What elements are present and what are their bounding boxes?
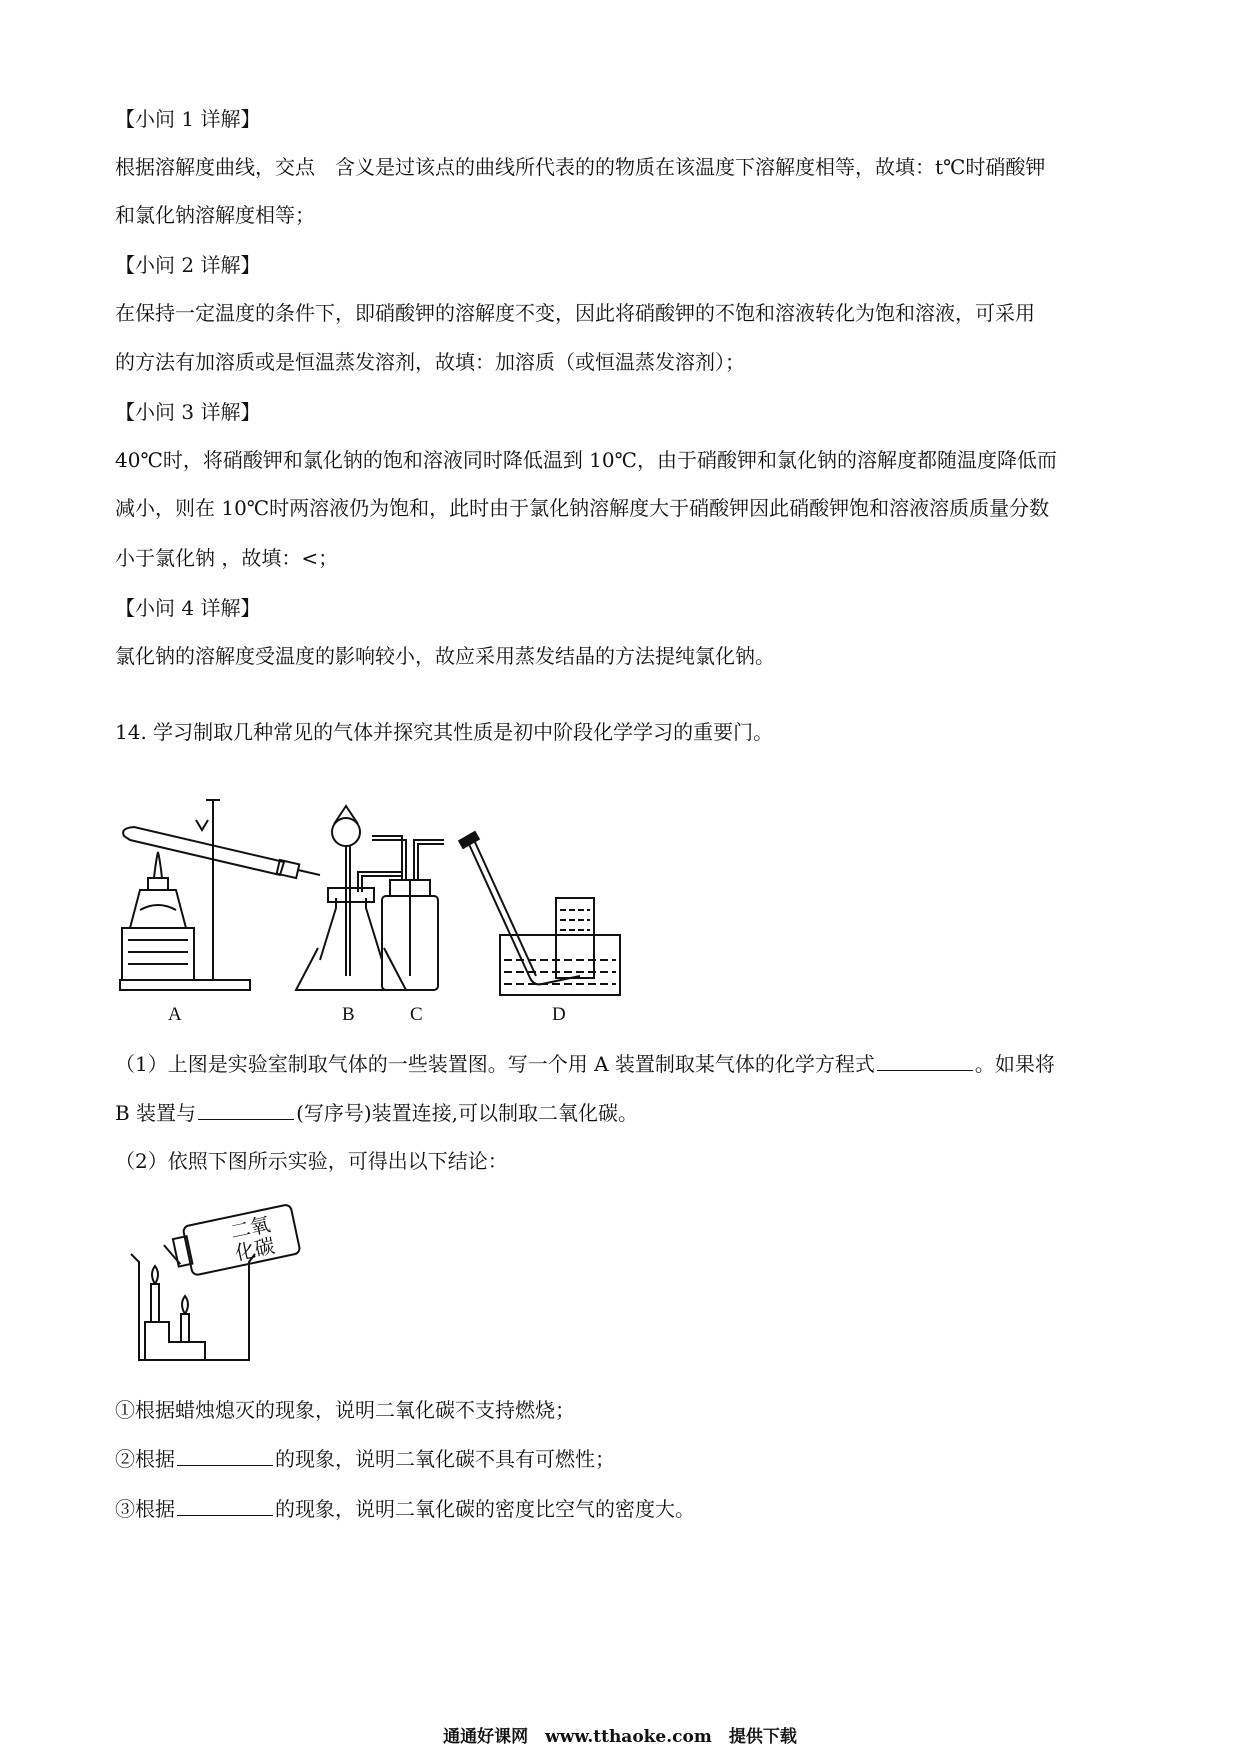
part2-text: （2）依照下图所示实验，可得出以下结论： — [115, 1149, 508, 1173]
part1-text-c: B 装置与 — [115, 1101, 197, 1125]
apparatus-c — [372, 836, 444, 1008]
apparatus-label-d: D — [552, 1004, 566, 1025]
conclusion-2-text-a: ②根据 — [115, 1447, 175, 1471]
answer-blank-conclusion-3[interactable] — [177, 1497, 273, 1516]
part1-line1 — [115, 1049, 1125, 1079]
conclusion-1: ①根据蜡烛熄灭的现象，说明二氧化碳不支持燃烧； — [115, 1398, 575, 1422]
conclusion-3-text-b: 的现象，说明二氧化碳的密度比空气的密度大。 — [275, 1497, 695, 1521]
subq2-text-line2: 的方法有加溶质或是恒温蒸发溶剂，故填：加溶质（或恒温蒸发溶剂）； — [115, 350, 745, 374]
subq2-text-line1: 在保持一定温度的条件下，即硝酸钾的溶解度不变，因此将硝酸钾的不饱和溶液转化为饱和溶液，可采用 — [115, 301, 1035, 325]
apparatus-label-b: B — [342, 1004, 355, 1025]
subq1-text-line2: 和氯化钠溶解度相等； — [115, 203, 315, 227]
answer-blank-equation[interactable] — [877, 1052, 973, 1071]
apparatus-label-a: A — [168, 1004, 182, 1025]
subq4-text: 氯化钠的溶解度受温度的影响较小，故应采用蒸发结晶的方法提纯氯化钠。 — [115, 644, 775, 668]
apparatus-a — [120, 800, 320, 990]
co2-candle-figure — [125, 1192, 325, 1367]
apparatus-label-c: C — [410, 1004, 423, 1025]
subq4-heading: 【小问 4 详解】 — [115, 596, 261, 620]
apparatus-d — [459, 832, 620, 995]
subq3-text-line1: 40℃时，将硝酸钾和氯化钠的饱和溶液同时降低温到 10℃，由于硝酸钾和氯化钠的溶解度都随温度降低而 — [115, 448, 1058, 472]
page-footer: 通通好课网 www.tthaoke.com 提供下载 — [443, 1727, 797, 1747]
subq1-heading: 【小问 1 详解】 — [115, 107, 261, 131]
conclusion-2 — [115, 1444, 1125, 1474]
subq3-text-line2: 减小，则在 10℃时两溶液仍为饱和，此时由于氯化钠溶解度大于硝酸钾因此硝酸钾饱和溶液溶质质量分数 — [115, 496, 1050, 520]
subq1-text-line1: 根据溶解度曲线，交点 含义是过该点的曲线所代表的的物质在该温度下溶解度相等，故填：t℃时硝酸钾 — [115, 155, 1046, 179]
bottle-label-line1: 二氧 — [228, 1211, 273, 1244]
conclusion-3 — [115, 1494, 1125, 1524]
part1-text-d: (写序号)装置连接,可以制取二氧化碳。 — [296, 1101, 639, 1125]
part1-text-a: （1）上图是实验室制取气体的一些装置图。写一个用 A 装置制取某气体的化学方程式 — [115, 1052, 875, 1076]
bottle-label-line2: 化碳 — [232, 1233, 277, 1266]
apparatus-b — [296, 806, 406, 990]
apparatus-figure — [110, 780, 700, 1030]
subq3-text-line3: 小于氯化钠 ，故填：<； — [115, 546, 339, 570]
conclusion-2-text-b: 的现象，说明二氧化碳不具有可燃性； — [275, 1447, 615, 1471]
part1-text-b: 。如果将 — [974, 1052, 1055, 1076]
conclusion-3-text-a: ③根据 — [115, 1497, 175, 1521]
subq2-heading: 【小问 2 详解】 — [115, 253, 261, 277]
part1-line2 — [115, 1098, 1125, 1128]
question-14-stem: 14. 学习制取几种常见的气体并探究其性质是初中阶段化学学习的重要门。 — [115, 720, 774, 744]
answer-blank-device[interactable] — [198, 1101, 294, 1120]
subq3-heading: 【小问 3 详解】 — [115, 400, 261, 424]
answer-blank-conclusion-2[interactable] — [177, 1447, 273, 1466]
